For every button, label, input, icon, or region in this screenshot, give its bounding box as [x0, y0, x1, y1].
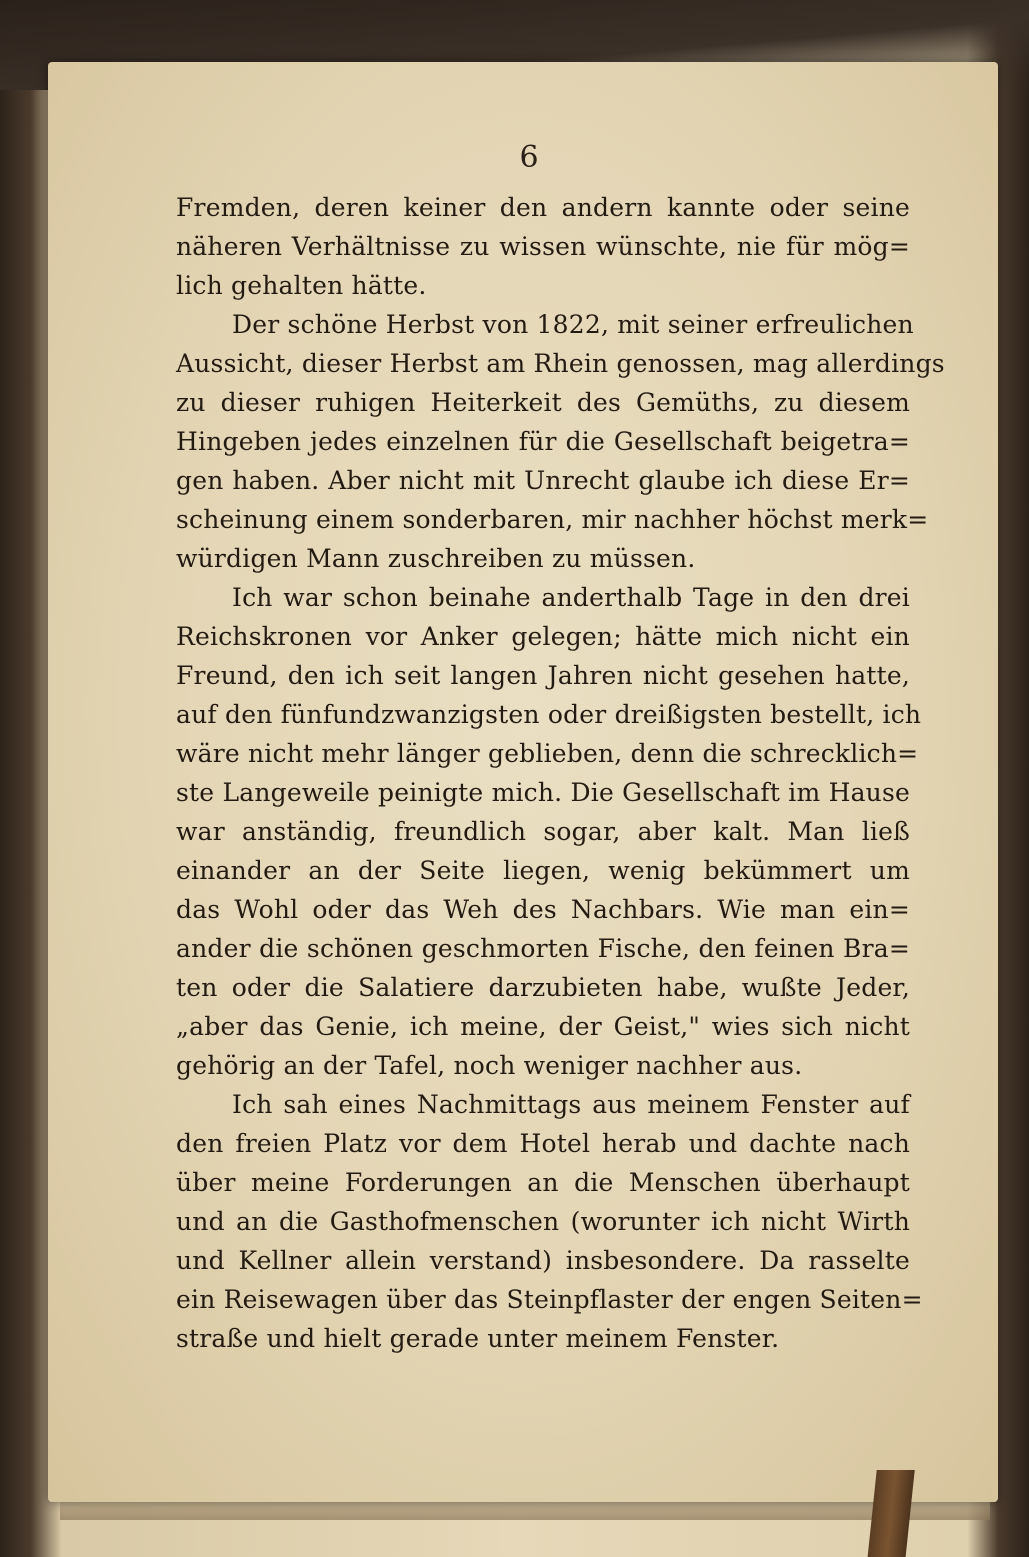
- text-line: gehörig an der Tafel, noch weniger nachher aus.: [176, 1051, 803, 1080]
- text-line: Reichskronen vor Anker gelegen; hätte mich nicht ein: [176, 622, 910, 651]
- text-line: ander die schönen geschmorten Fische, den feinen Bra=: [176, 934, 910, 963]
- text-line: wäre nicht mehr länger geblieben, denn die schrecklich=: [176, 739, 919, 768]
- text-line: ste Langeweile peinigte mich. Die Gesellschaft im Hause: [176, 778, 910, 807]
- text-line: einander an der Seite liegen, wenig bekümmert um: [176, 856, 910, 885]
- text-line: ein Reisewagen über das Steinpflaster der engen Seiten=: [176, 1285, 923, 1314]
- text-line: und an die Gasthofmenschen (worunter ich nicht Wirth: [176, 1207, 910, 1236]
- text-line: lich gehalten hätte.: [176, 271, 427, 300]
- body-text: [176, 188, 945, 1358]
- page-number: 6: [519, 140, 539, 175]
- text-line: war anständig, freundlich sogar, aber kalt. Man ließ: [176, 817, 910, 846]
- text-line: Fremden, deren keiner den andern kannte oder seine: [176, 193, 910, 222]
- text-line: Hingeben jedes einzelnen für die Gesellschaft beigetra=: [176, 427, 910, 456]
- text-line: Ich war schon beinahe anderthalb Tage in den drei: [232, 583, 910, 612]
- text-line: Aussicht, dieser Herbst am Rhein genossen, mag allerdings: [176, 349, 945, 378]
- text-line: Ich sah eines Nachmittags aus meinem Fenster auf: [232, 1090, 910, 1119]
- text-line: straße und hielt gerade unter meinem Fenster.: [176, 1324, 780, 1353]
- bookmark-ribbon: [867, 1470, 914, 1557]
- text-line: Freund, den ich seit langen Jahren nicht gesehen hatte,: [176, 661, 910, 690]
- text-line: ten oder die Salatiere darzubieten habe, wußte Jeder,: [176, 973, 910, 1002]
- text-line: näheren Verhältnisse zu wissen wünschte, nie für mög=: [176, 232, 910, 261]
- text-line: Der schöne Herbst von 1822, mit seiner erfreulichen: [232, 310, 914, 339]
- text-line: scheinung einem sonderbaren, mir nachher höchst merk=: [176, 505, 929, 534]
- text-line: über meine Forderungen an die Menschen überhaupt: [176, 1168, 910, 1197]
- text-line: auf den fünfundzwanzigsten oder dreißigsten bestellt, ich: [176, 700, 922, 729]
- text-line: den freien Platz vor dem Hotel herab und dachte nach: [176, 1129, 910, 1158]
- text-line: zu dieser ruhigen Heiterkeit des Gemüths, zu diesem: [176, 388, 910, 417]
- text-line: das Wohl oder das Weh des Nachbars. Wie man ein=: [176, 895, 910, 924]
- text-line: würdigen Mann zuschreiben zu müssen.: [176, 544, 696, 573]
- text-line: gen haben. Aber nicht mit Unrecht glaube ich diese Er=: [176, 466, 910, 495]
- text-line: und Kellner allein verstand) insbesondere. Da rasselte: [176, 1246, 910, 1275]
- text-line: „aber das Genie, ich meine, der Geist," wies sich nicht: [176, 1012, 910, 1041]
